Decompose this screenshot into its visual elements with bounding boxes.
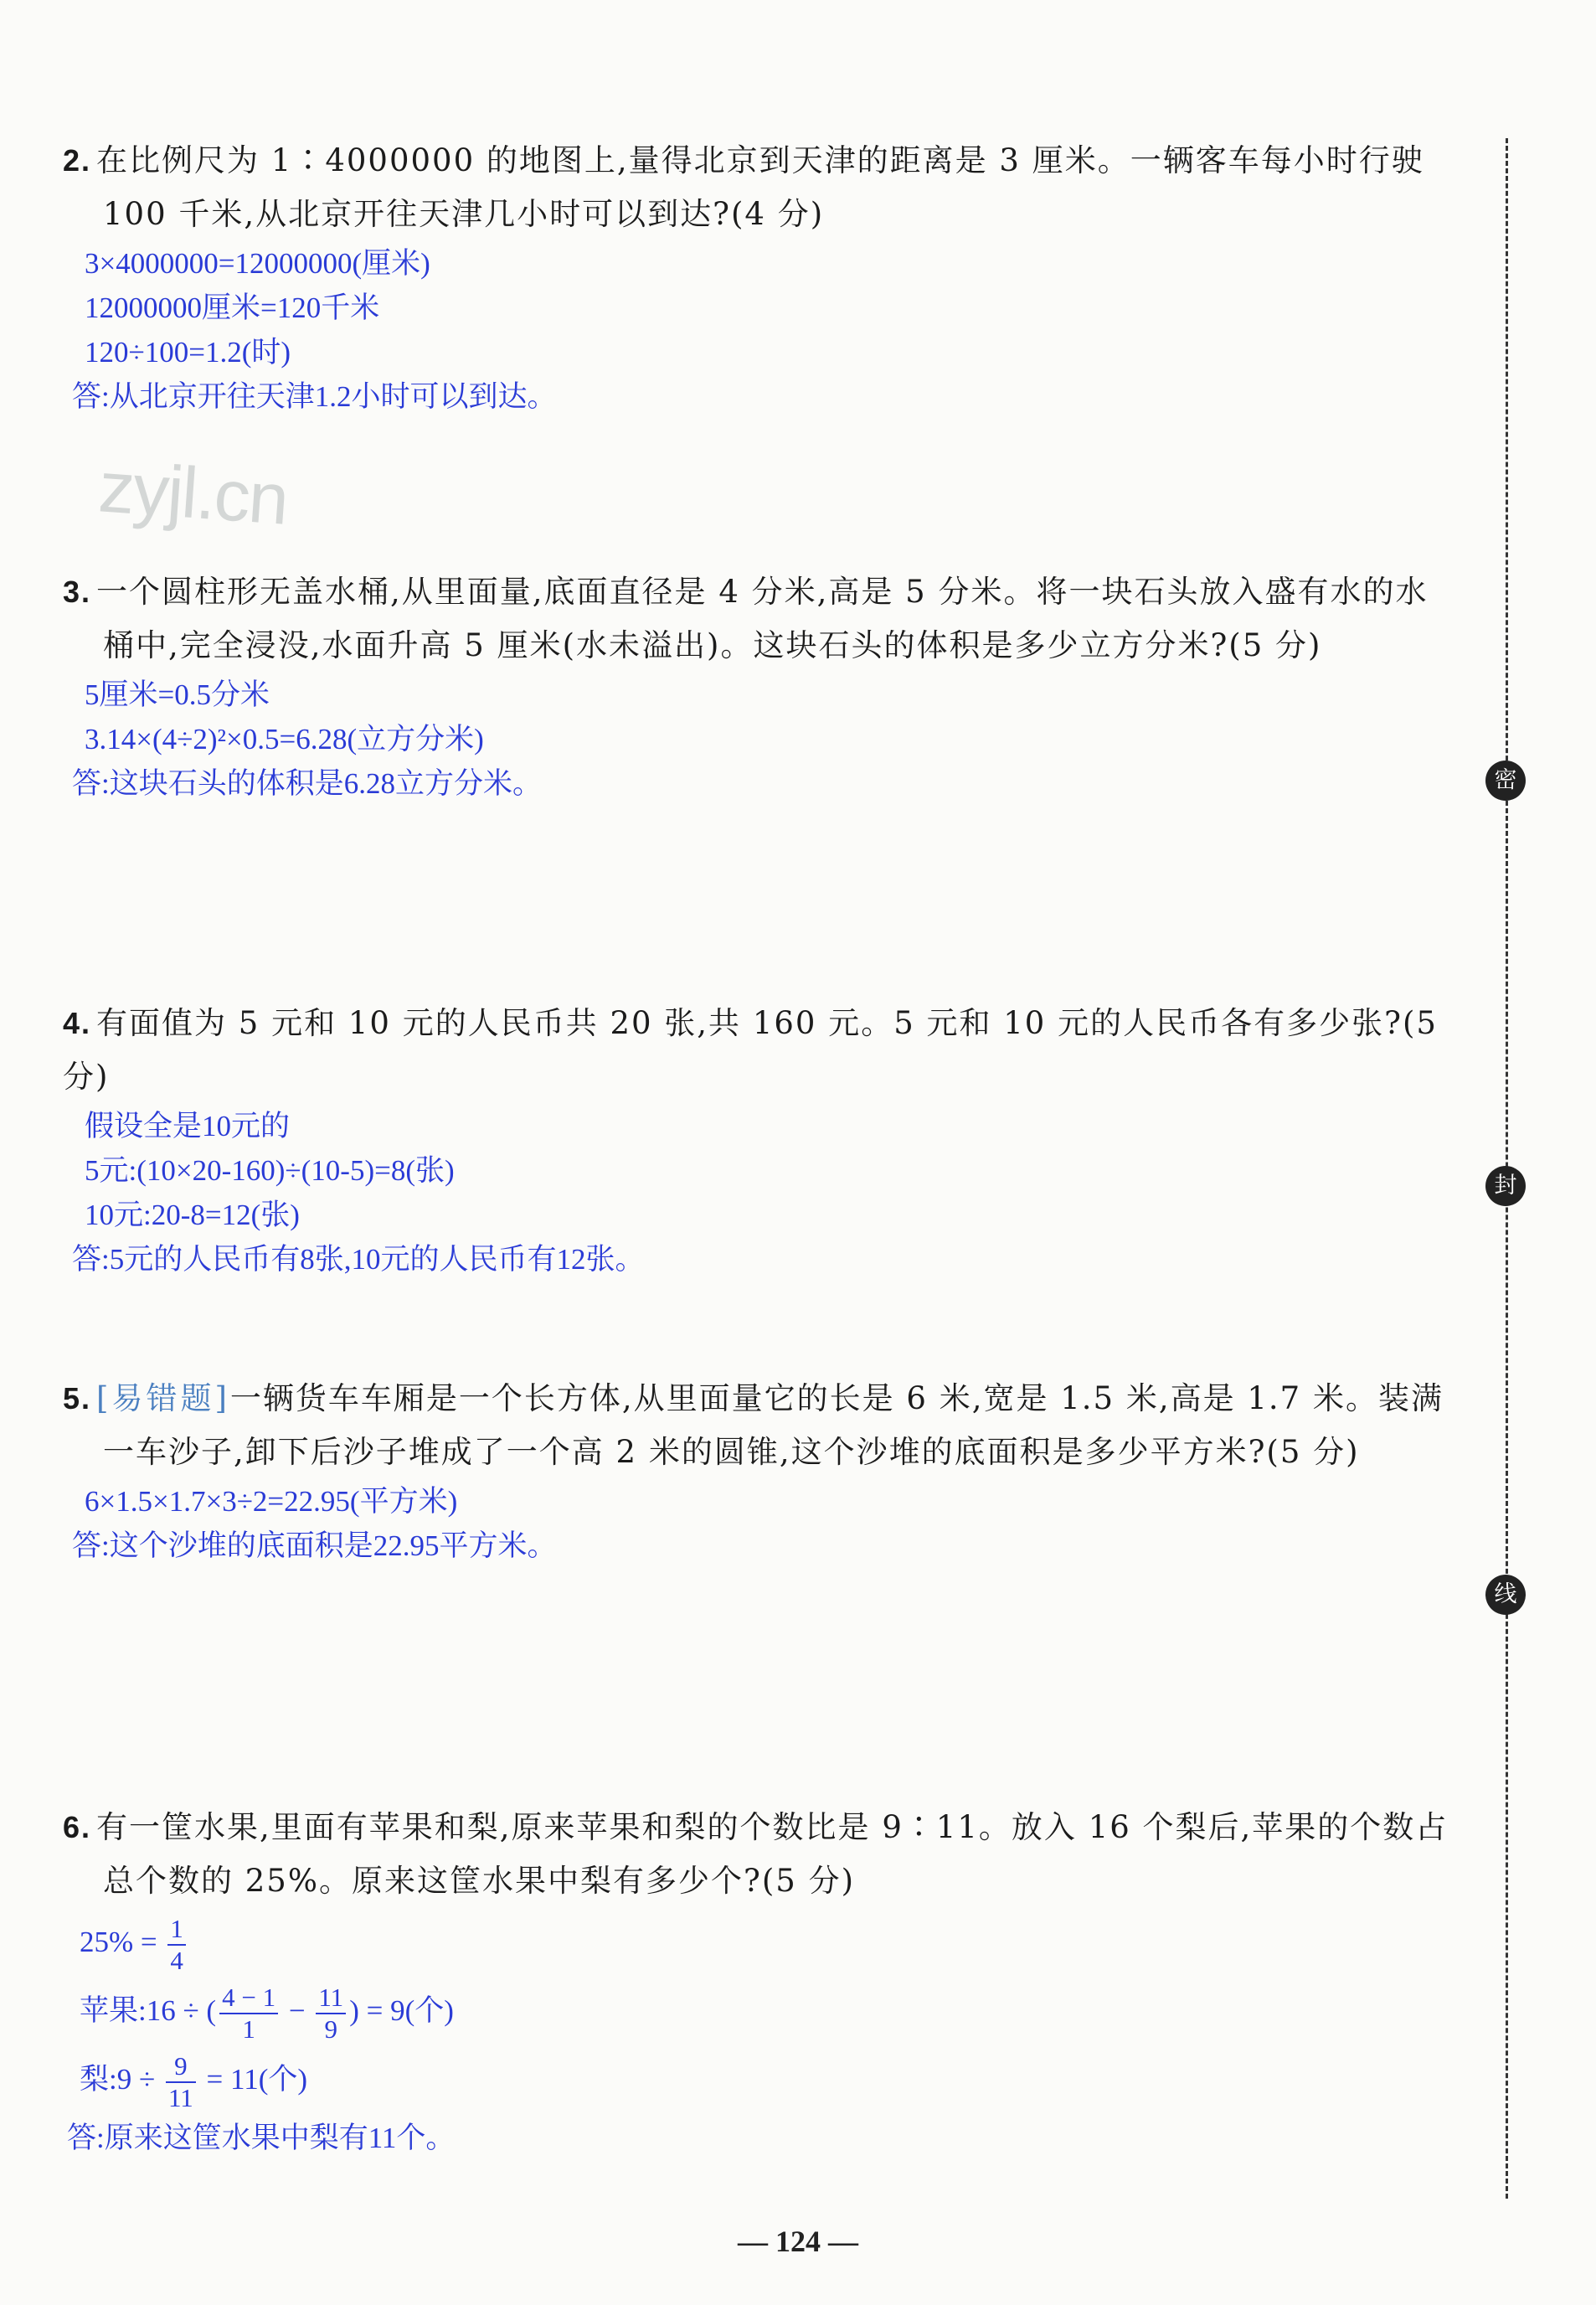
problem-3-question <box>63 565 1486 673</box>
solution-step: 3.14×(4÷2)²×0.5=6.28(立方分米) <box>85 723 484 755</box>
solution-answer: 答:这块石头的体积是6.28立方分米。 <box>72 767 542 800</box>
problem-number: 3. <box>63 575 92 609</box>
seal-mark-xian: 线 <box>1485 1575 1526 1615</box>
problem-number: 4. <box>63 1006 92 1040</box>
solution-answer: 答:原来这筐水果中梨有11个。 <box>67 2122 456 2154</box>
solution-step: 3×4000000=12000000(厘米) <box>85 247 430 280</box>
watermark: zyjl.cn <box>95 446 291 540</box>
question-line: 桶中,完全浸没,水面升高 5 厘米(水未溢出)。这块石头的体积是多少立方分米?(5 分) <box>103 627 1322 663</box>
solution-step: 假设全是10元的 <box>85 1110 291 1142</box>
solution-answer: 答:从北京开往天津1.2小时可以到达。 <box>72 380 557 413</box>
solution-step: 苹果:16 ÷ ( $\frac{4 - 1}{1}$ − $\frac{11}{9}$ ) = 9(个) <box>80 1982 454 2044</box>
question-line: 一个圆柱形无盖水桶,从里面量,底面直径是 4 分米,高是 5 分米。将一块石头放入盛有水的水 <box>96 574 1429 610</box>
solution-step: 25% = $\frac{1}{4}$ <box>80 1908 1486 1977</box>
question-line: 在比例尺为 1∶4000000 的地图上,量得北京到天津的距离是 3 厘米。一辆客车每小时行驶 <box>96 142 1424 178</box>
problem-3-solution <box>63 673 1486 806</box>
problem-5 <box>63 1372 1486 1568</box>
problem-6-question <box>63 1801 1486 1908</box>
problem-2-solution <box>63 241 1486 419</box>
question-line: 有面值为 5 元和 10 元的人民币共 20 张,共 160 元。5 元和 10 元的人民币各有多少张?(5 分) <box>63 1005 1438 1095</box>
fraction: $\frac{11}{9}$ <box>316 1983 346 2045</box>
question-line: 100 千米,从北京开往天津几小时可以到达?(4 分) <box>103 196 825 232</box>
question-line: 有一筐水果,里面有苹果和梨,原来苹果和梨的个数比是 9∶11。放入 16 个梨后,苹果的个数占 <box>96 1809 1449 1845</box>
question-line: 总个数的 25%。原来这筐水果中梨有多少个?(5 分) <box>103 1863 856 1899</box>
solution-step: 12000000厘米=120千米 <box>85 291 380 324</box>
solution-step: 5厘米=0.5分米 <box>85 678 270 711</box>
problem-3 <box>63 565 1486 806</box>
question-line: 一车沙子,卸下后沙子堆成了一个高 2 米的圆锥,这个沙堆的底面积是多少平方米?(5 分) <box>103 1434 1360 1470</box>
problem-2-question <box>63 134 1486 241</box>
problem-5-question <box>63 1372 1486 1479</box>
solution-step: 5元:(10×20-160)÷(10-5)=8(张) <box>85 1154 455 1187</box>
problem-5-solution <box>63 1479 1486 1568</box>
problem-2 <box>63 134 1486 419</box>
problem-number: 2. <box>63 143 92 178</box>
solution-answer: 答:这个沙堆的底面积是22.95平方米。 <box>72 1529 557 1562</box>
question-line: 一辆货车车厢是一个长方体,从里面量它的长是 6 米,宽是 1.5 米,高是 1.7 米。装满 <box>229 1380 1444 1416</box>
fraction: $\frac{4 - 1}{1}$ <box>219 1983 278 2045</box>
problem-6-solution <box>63 1908 1486 2163</box>
solution-step: 120÷100=1.2(时) <box>85 336 291 369</box>
problem-4 <box>63 997 1486 1281</box>
solution-answer: 答:5元的人民币有8张,10元的人民币有12张。 <box>72 1243 645 1276</box>
solution-step: 6×1.5×1.7×3÷2=22.95(平方米) <box>85 1485 458 1518</box>
problem-6 <box>63 1801 1486 2163</box>
solution-step: 10元:20-8=12(张) <box>85 1199 300 1231</box>
fraction: $\frac{1}{4}$ <box>167 1914 186 1976</box>
problem-4-solution <box>63 1104 1486 1281</box>
page-number: — 124 — <box>738 2225 858 2258</box>
solution-step: 梨:9 ÷ $\frac{9}{11}$ = 11(个) <box>80 2050 308 2112</box>
seal-mark-feng: 封 <box>1485 1166 1526 1206</box>
problem-number: 6. <box>63 1810 92 1844</box>
problem-number: 5. <box>63 1381 92 1415</box>
error-prone-tag: [ 易错题 ] <box>96 1380 230 1416</box>
fraction: $\frac{9}{11}$ <box>166 2051 196 2113</box>
seal-mark-mi: 密 <box>1485 761 1526 801</box>
problem-4-question <box>63 997 1486 1104</box>
